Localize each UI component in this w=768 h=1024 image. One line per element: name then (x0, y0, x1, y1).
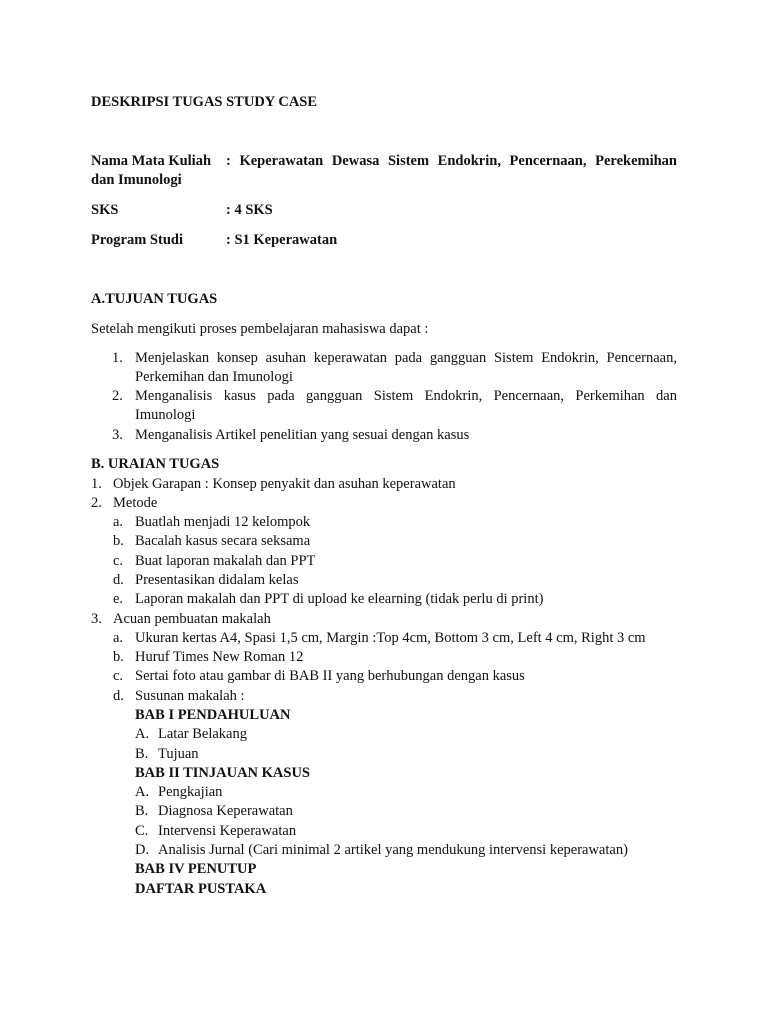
guideline-letter: d. (113, 688, 124, 704)
method-letter: e. (113, 591, 124, 607)
method-text: Presentasikan didalam kelas (135, 572, 299, 588)
course-label: Nama Mata Kuliah (91, 153, 212, 169)
method-text: Buat laporan makalah dan PPT (135, 553, 316, 569)
section-b-heading: B. URAIAN TUGAS (91, 456, 220, 472)
method-letter: a. (113, 514, 124, 530)
outline-item: Tujuan (158, 746, 199, 762)
program-label: Program Studi (91, 232, 183, 248)
outline-item: Pengkajian (158, 784, 223, 800)
sks-value: : 4 SKS (226, 202, 273, 218)
outline-letter: B. (135, 803, 149, 819)
method-letter: d. (113, 572, 124, 588)
document-title: DESKRIPSI TUGAS STUDY CASE (91, 94, 318, 110)
outline-chapter: DAFTAR PUSTAKA (135, 881, 267, 897)
outline-letter: A. (135, 784, 150, 800)
objective-number: 1. (112, 350, 123, 366)
section-a-intro: Setelah mengikuti proses pembelajaran mahasiswa dapat : (91, 321, 429, 337)
method-letter: c. (113, 553, 124, 569)
method-text: Buatlah menjadi 12 kelompok (135, 514, 311, 530)
course-value-continued: dan Imunologi (91, 172, 182, 188)
outline-item: Latar Belakang (158, 726, 247, 742)
guideline-letter: a. (113, 630, 124, 646)
outline-item: Intervensi Keperawatan (158, 823, 297, 839)
objective-text: Menganalisis kasus pada gangguan Sistem Endokrin, Pencernaan, Perkemihan dan (135, 388, 677, 404)
guideline-text: Sertai foto atau gambar di BAB II yang berhubungan dengan kasus (135, 668, 525, 684)
guideline-text: Ukuran kertas A4, Spasi 1,5 cm, Margin :Top 4cm, Bottom 3 cm, Left 4 cm, Right 3 cm (135, 630, 646, 646)
outline-chapter: BAB I PENDAHULUAN (135, 707, 291, 723)
task-number: 1. (91, 476, 102, 492)
program-value: : S1 Keperawatan (226, 232, 338, 248)
task-number: 2. (91, 495, 102, 511)
method-text: Bacalah kasus secara seksama (135, 533, 311, 549)
guideline-text: Huruf Times New Roman 12 (135, 649, 304, 665)
outline-letter: D. (135, 842, 150, 858)
outline-letter: C. (135, 823, 149, 839)
guideline-letter: b. (113, 649, 124, 665)
method-letter: b. (113, 533, 124, 549)
outline-chapter: BAB II TINJAUAN KASUS (135, 765, 310, 781)
course-value: : Keperawatan Dewasa Sistem Endokrin, Pencernaan, Perekemihan (226, 153, 677, 169)
guideline-letter: c. (113, 668, 124, 684)
task-text: Acuan pembuatan makalah (113, 611, 271, 627)
outline-letter: A. (135, 726, 150, 742)
objective-number: 2. (112, 388, 123, 404)
guideline-text: Susunan makalah : (135, 688, 245, 704)
objective-text-continued: Imunologi (135, 407, 196, 423)
objective-number: 3. (112, 427, 123, 443)
objective-text-continued: Perkemihan dan Imunologi (135, 369, 293, 385)
task-number: 3. (91, 611, 102, 627)
task-text: Objek Garapan : Konsep penyakit dan asuhan keperawatan (113, 476, 456, 492)
outline-item: Diagnosa Keperawatan (158, 803, 293, 819)
outline-letter: B. (135, 746, 149, 762)
sks-label: SKS (91, 202, 119, 218)
section-a-heading: A.TUJUAN TUGAS (91, 291, 218, 307)
task-text: Metode (113, 495, 158, 511)
objective-text: Menganalisis Artikel penelitian yang sesuai dengan kasus (135, 427, 470, 443)
method-text: Laporan makalah dan PPT di upload ke elearning (tidak perlu di print) (135, 591, 544, 607)
outline-chapter: BAB IV PENUTUP (135, 861, 257, 877)
objective-text: Menjelaskan konsep asuhan keperawatan pada gangguan Sistem Endokrin, Pencernaan, (135, 350, 677, 366)
outline-item: Analisis Jurnal (Cari minimal 2 artikel yang mendukung intervensi keperawatan) (158, 842, 628, 858)
